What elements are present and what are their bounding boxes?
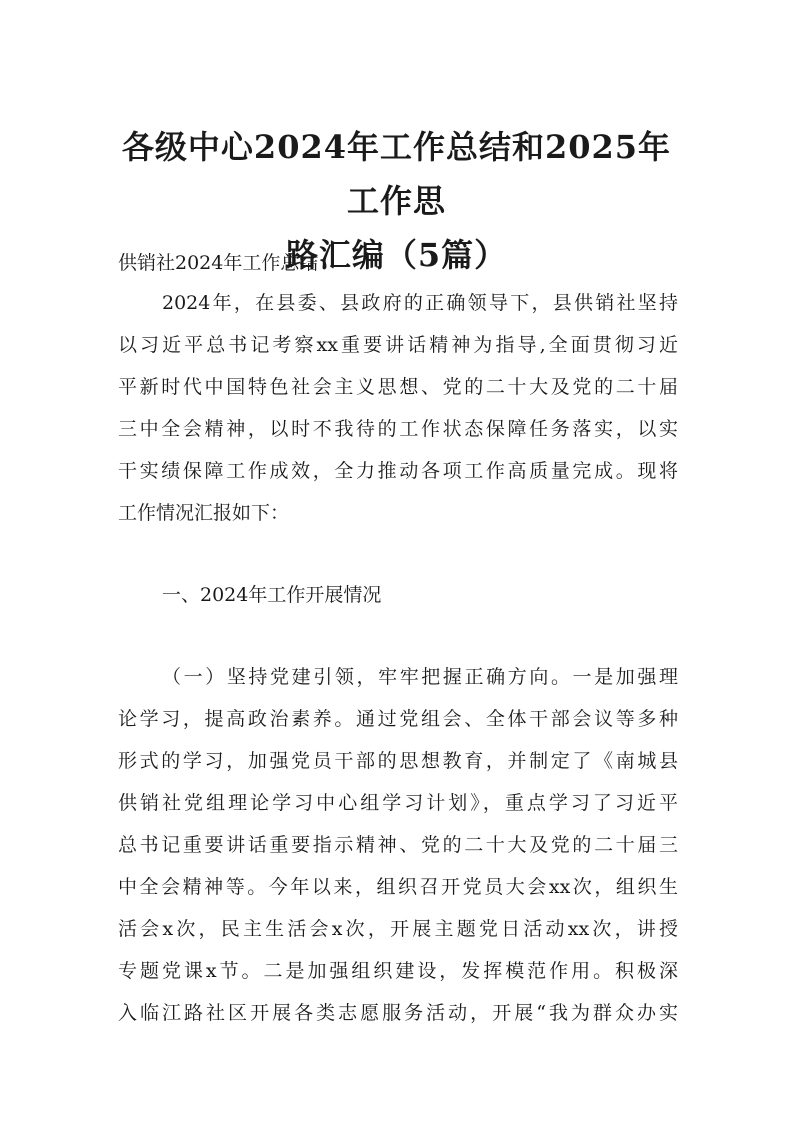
paragraph-2-line: 供销社党组理论学习中心组学习计划》，重点学习了习近平 (118, 792, 678, 814)
section-heading: 一、2024年工作开展情况 (162, 584, 382, 606)
title-line-2: 路汇编（5篇） (285, 236, 508, 274)
paragraph-1-line: 2024年，在县委、县政府的正确领导下，县供销社坚持 (162, 292, 678, 314)
paragraph-2-line: 活会x次，民主生活会x次，开展主题党日活动xx次，讲授 (118, 918, 678, 940)
paragraph-1-line: 以习近平总书记考察xx重要讲话精神为指导,全面贯彻习近 (118, 334, 678, 356)
paragraph-1-line: 三中全会精神，以时不我待的工作状态保障任务落实，以实 (118, 418, 678, 440)
paragraph-1-line: 工作情况汇报如下： (118, 502, 290, 524)
paragraph-2-line: 入临江路社区开展各类志愿服务活动，开展“我为群众办实 (118, 1002, 678, 1024)
paragraph-2-line: 形式的学习，加强党员干部的思想教育，并制定了《南城县 (118, 750, 678, 772)
paragraph-2-line: 专题党课x节。二是加强组织建设，发挥模范作用。积极深 (118, 960, 678, 982)
paragraph-2-line: 中全会精神等。今年以来，组织召开党员大会xx次，组织生 (118, 876, 678, 898)
title-line-1: 各级中心2024年工作总结和2025年工作思 (121, 128, 672, 220)
paragraph-2-line: 论学习，提高政治素养。通过党组会、全体干部会议等多种 (118, 708, 678, 730)
paragraph-2-line: 总书记重要讲话重要指示精神、党的二十大及党的二十届三 (118, 834, 678, 856)
section-subtitle: 供销社2024年工作总结 (118, 252, 319, 274)
paragraph-1-line: 平新时代中国特色社会主义思想、党的二十大及党的二十届 (118, 376, 678, 398)
paragraph-1-line: 干实绩保障工作成效，全力推动各项工作高质量完成。现将 (118, 460, 678, 482)
paragraph-2-line: （一）坚持党建引领，牢牢把握正确方向。一是加强理 (162, 666, 678, 688)
